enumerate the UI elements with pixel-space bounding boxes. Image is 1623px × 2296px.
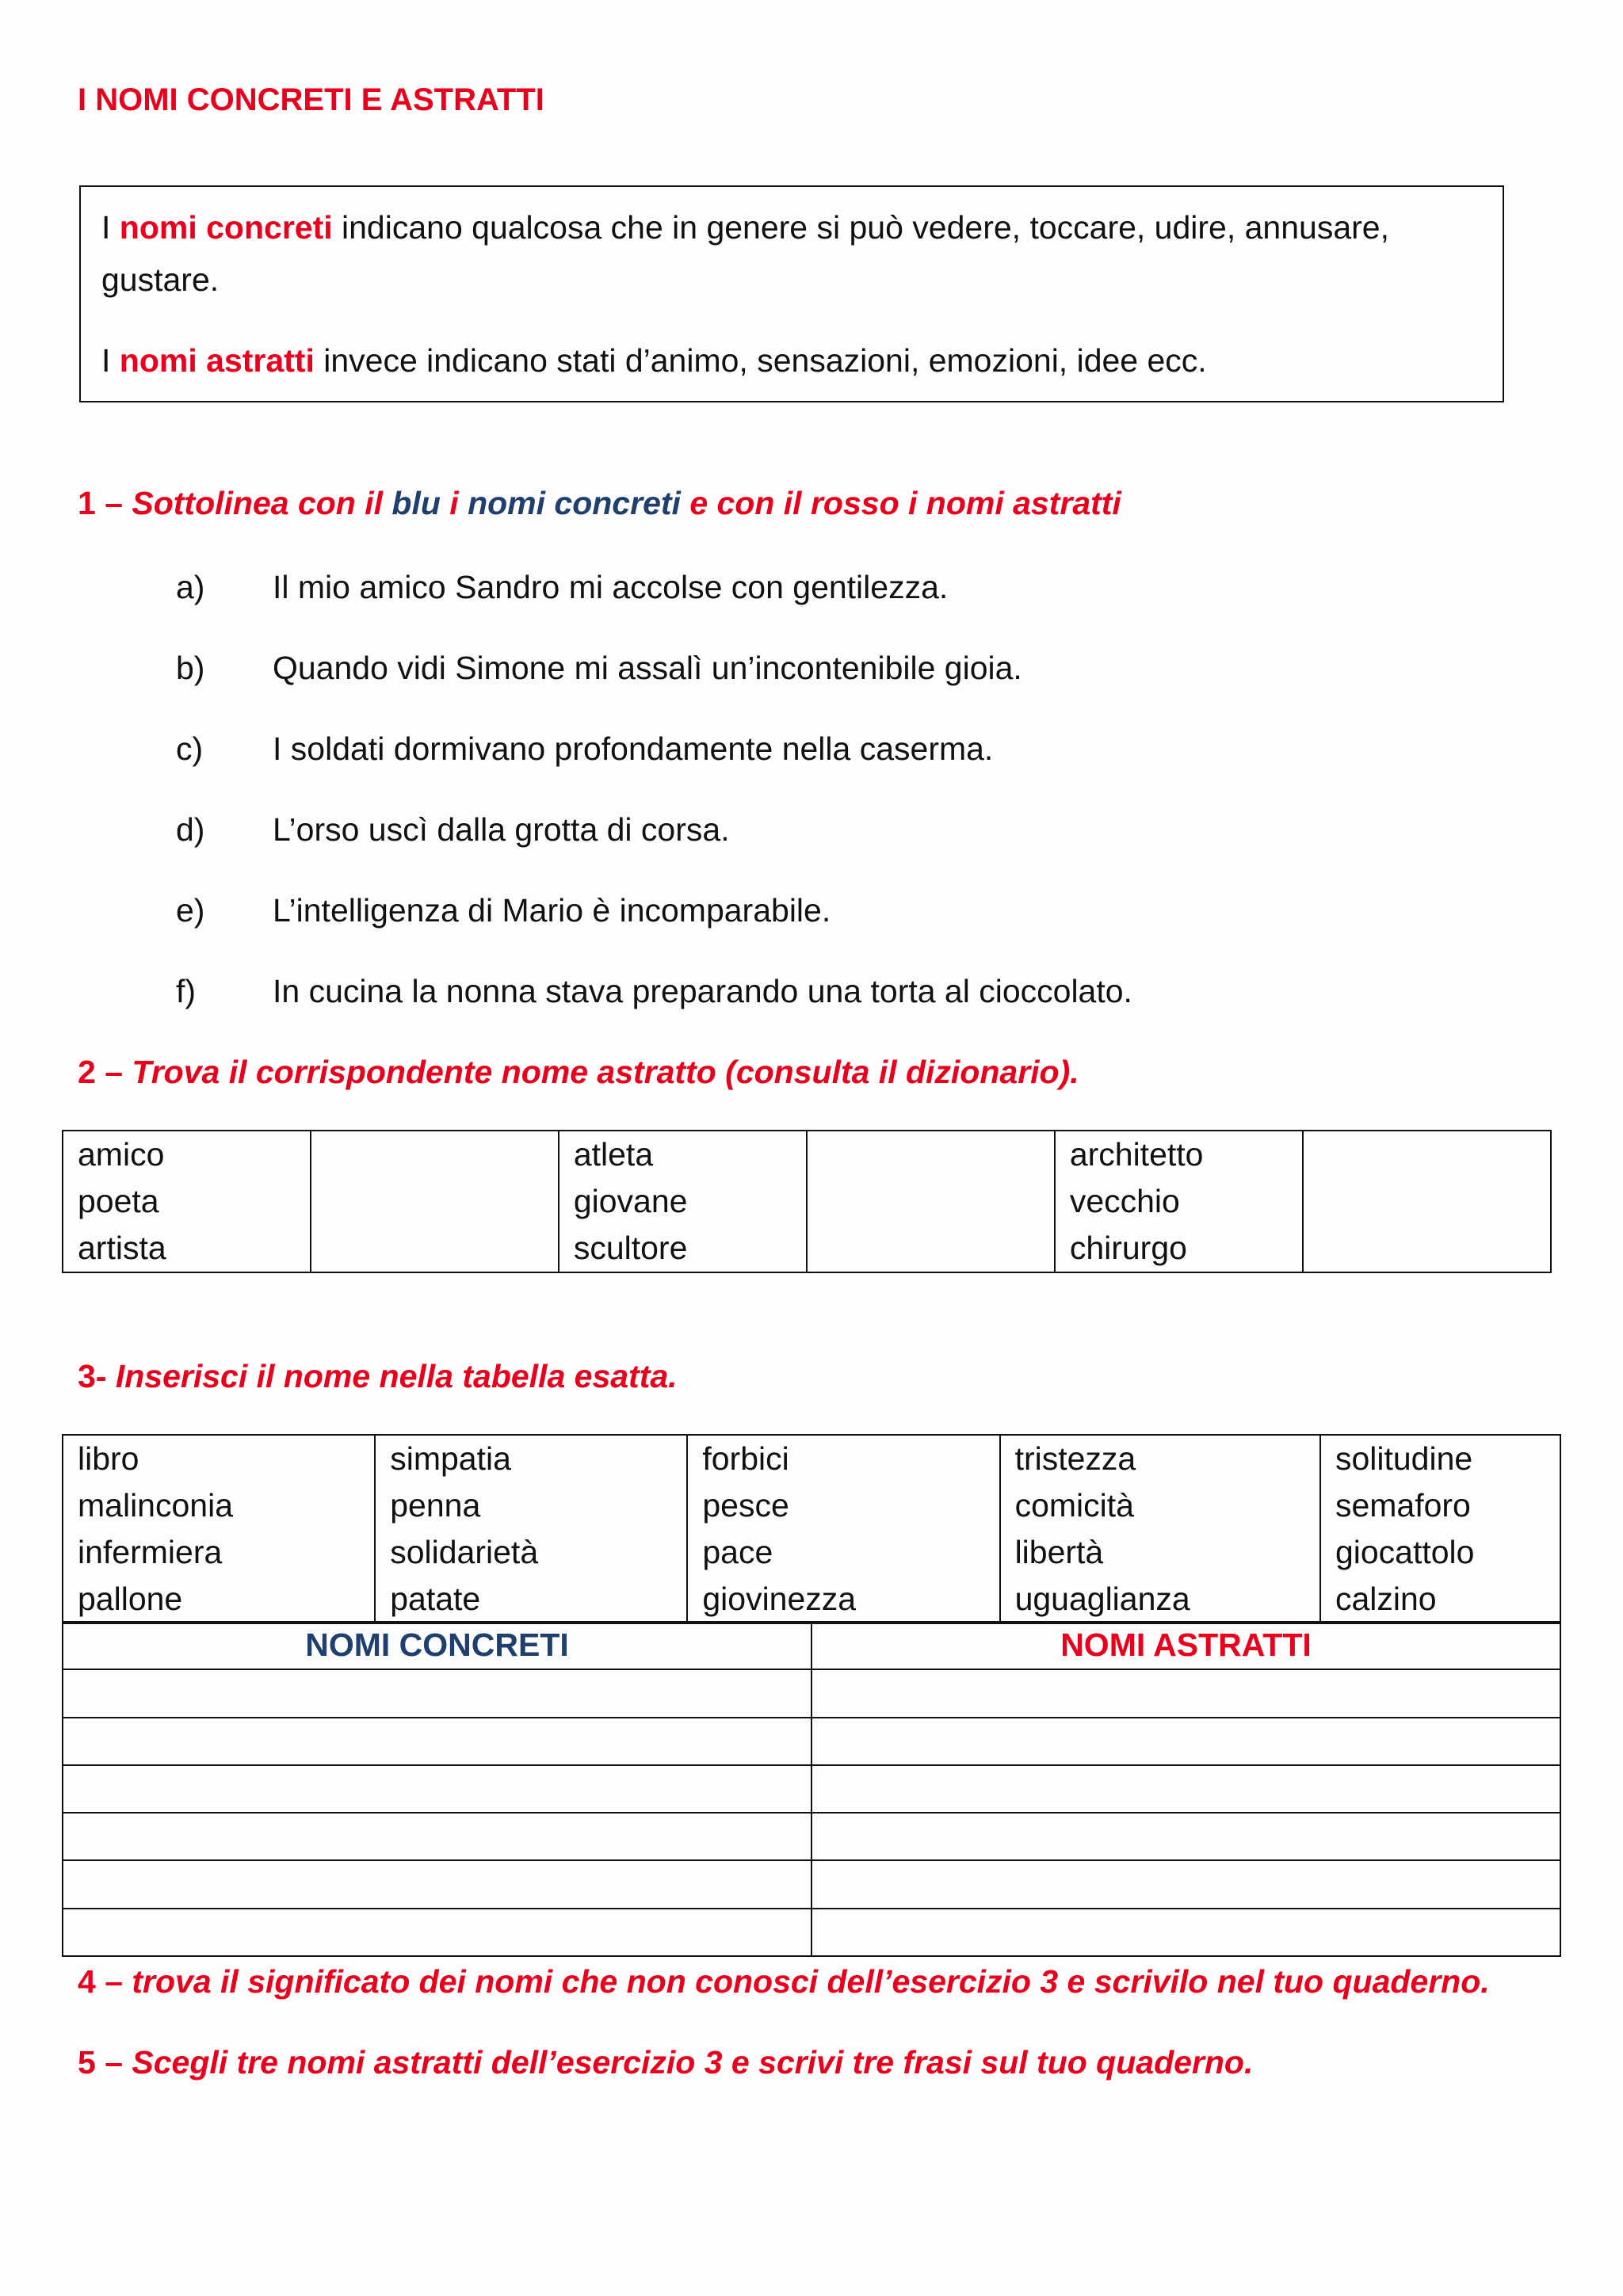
abstract-answer-row[interactable] — [812, 1813, 1560, 1860]
exercise3-word-table — [62, 1434, 1561, 1624]
abstract-answer-row[interactable] — [812, 1718, 1560, 1765]
ex2-answer-cell-2[interactable] — [807, 1131, 1055, 1272]
header-nomi-concreti: NOMI CONCRETI — [63, 1622, 812, 1669]
ex2-words-col3: architetto vecchio chirurgo — [1055, 1131, 1303, 1272]
concrete-answer-row[interactable] — [63, 1860, 812, 1908]
exercise3-title: 3- Inserisci il nome nella tabella esatta. — [78, 1358, 678, 1394]
ex3-words-col3: forbici pesce pace giovinezza — [687, 1435, 999, 1623]
abstract-answer-row[interactable] — [812, 1669, 1560, 1717]
abstract-answer-row[interactable] — [812, 1909, 1560, 1956]
definition-box — [79, 185, 1504, 402]
ex2-answer-cell-1[interactable] — [311, 1131, 559, 1272]
abstract-answer-row[interactable] — [812, 1765, 1560, 1813]
concrete-answer-row[interactable] — [63, 1718, 812, 1765]
exercise4-title: 4 – trova il significato dei nomi che non conosci dell’esercizio 3 e scrivilo nel tuo quaderno. — [78, 1963, 1490, 2000]
page-title: I NOMI CONCRETI E ASTRATTI — [78, 82, 544, 117]
exercise5-title: 5 – Scegli tre nomi astratti dell’esercizio 3 e scrivi tre frasi sul tuo quaderno. — [78, 2044, 1254, 2081]
exercise1-title: 1 – Sottolinea con il blu i nomi concreti e con il rosso i nomi astratti — [78, 485, 1121, 521]
exercise3-sort-table — [62, 1621, 1561, 1957]
concrete-answer-row[interactable] — [63, 1765, 812, 1813]
header-nomi-astratti: NOMI ASTRATTI — [812, 1622, 1560, 1669]
term-concrete: nomi concreti — [119, 209, 333, 246]
ex3-words-col2: simpatia penna solidarietà patate — [375, 1435, 687, 1623]
exercise2-title: 2 – Trova il corrispondente nome astratto (consulta il dizionario). — [78, 1054, 1079, 1090]
definition-concrete: I nomi concreti indicano qualcosa che in genere si può vedere, toccare, udire, annusare, gustare. — [101, 209, 1389, 298]
ex2-answer-cell-3[interactable] — [1303, 1131, 1551, 1272]
ex3-words-col5: solitudine semaforo giocattolo calzino — [1320, 1435, 1560, 1623]
ex2-words-col1: amico poeta artista — [63, 1131, 311, 1272]
abstract-answer-row[interactable] — [812, 1860, 1560, 1908]
exercise2-table — [62, 1130, 1552, 1273]
concrete-answer-row[interactable] — [63, 1909, 812, 1956]
ex3-words-col4: tristezza comicità libertà uguaglianza — [1000, 1435, 1320, 1623]
term-abstract: nomi astratti — [119, 342, 315, 379]
concrete-answer-row[interactable] — [63, 1669, 812, 1717]
concrete-answer-row[interactable] — [63, 1813, 812, 1860]
definition-abstract: I nomi astratti invece indicano stati d’animo, sensazioni, emozioni, idee ecc. — [101, 342, 1207, 379]
ex2-words-col2: atleta giovane scultore — [559, 1131, 807, 1272]
ex3-words-col1: libro malinconia infermiera pallone — [63, 1435, 375, 1623]
